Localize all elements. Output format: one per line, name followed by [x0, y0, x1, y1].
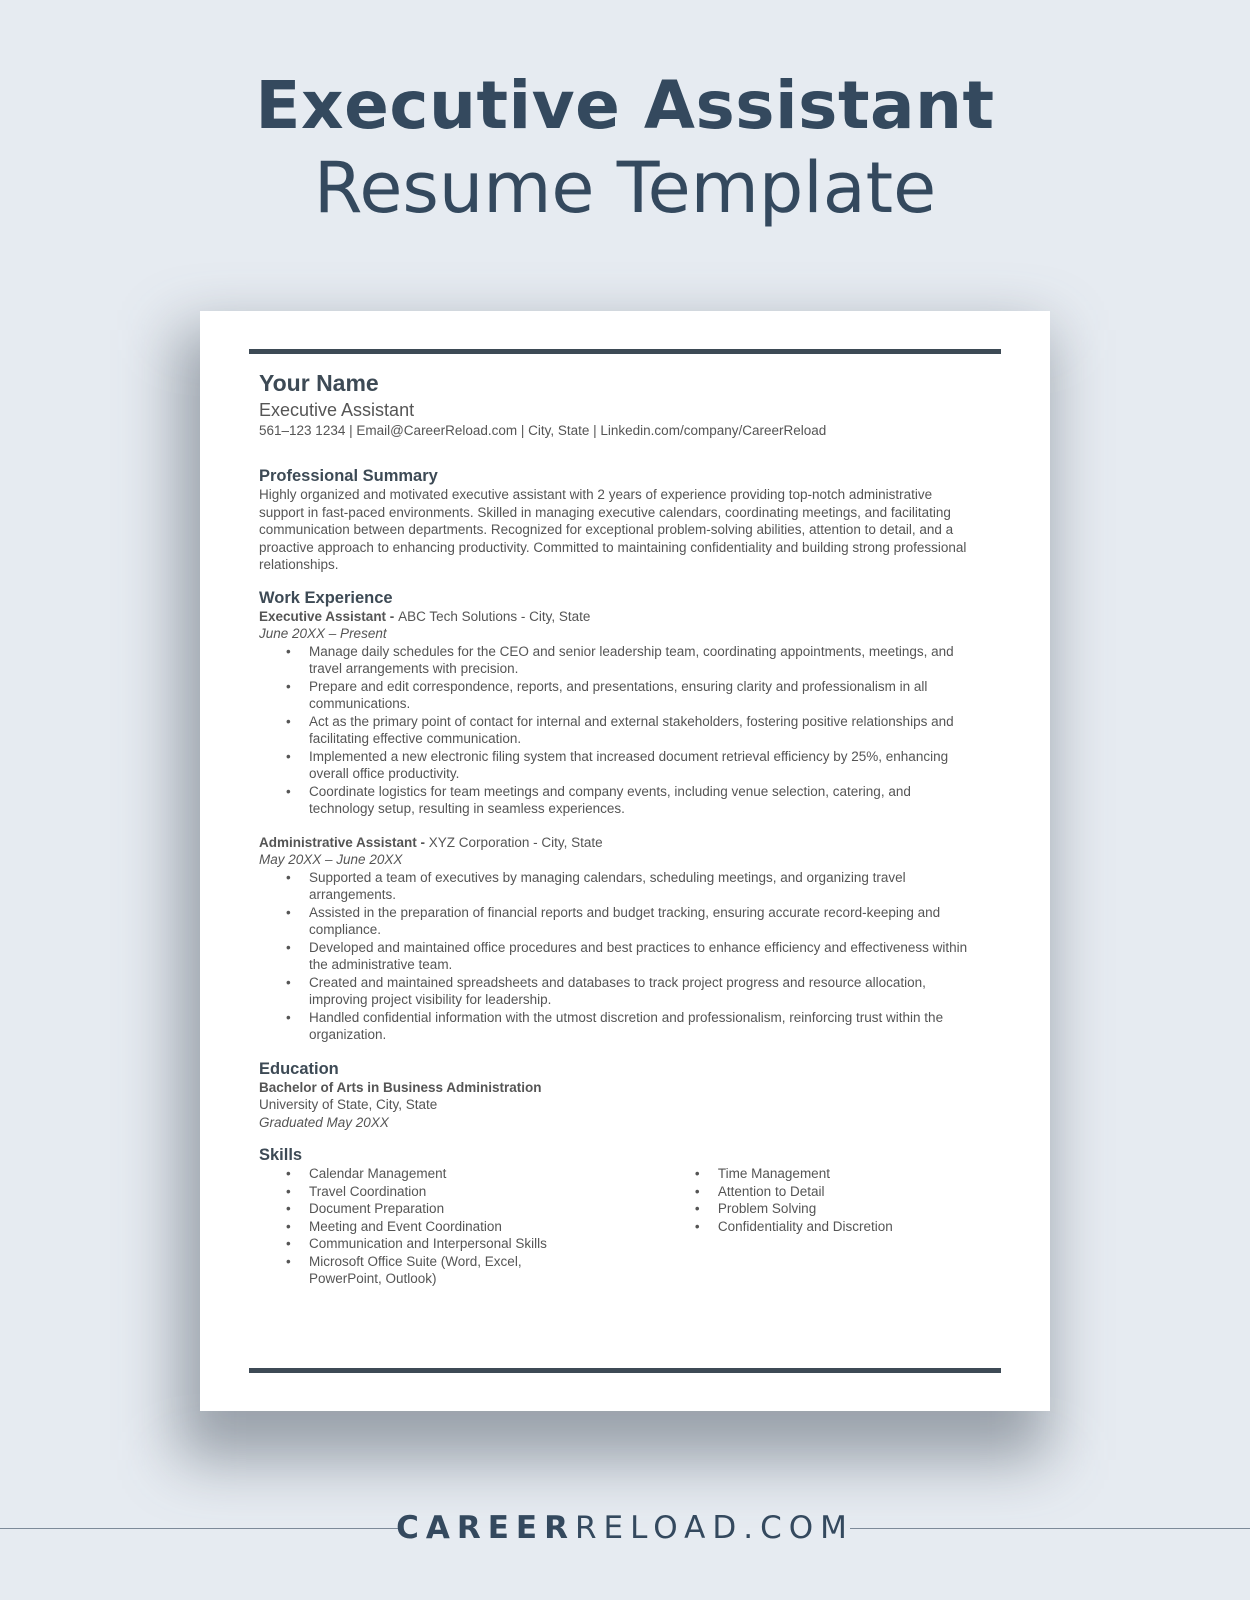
- skill-label: Time Management: [717, 1166, 830, 1181]
- bullet-dot: •: [286, 643, 291, 659]
- job-bullet: [286, 974, 994, 1009]
- skill-item: [694, 1165, 994, 1183]
- skill-label: Microsoft Office Suite (Word, Excel,: [309, 1253, 522, 1269]
- skill-item: [286, 1235, 668, 1253]
- bullet-line: Developed and maintained office procedures and best practices to enhance efficiency and effectiveness within: [309, 939, 968, 955]
- skill-item: [694, 1183, 994, 1201]
- skill-label: PowerPoint, Outlook): [309, 1271, 437, 1286]
- bullet-dot: •: [286, 713, 291, 729]
- resume-name: Your Name: [259, 370, 379, 396]
- bullet-dot: •: [286, 869, 291, 885]
- bullet-line: overall office productivity.: [309, 766, 460, 781]
- bullet-line: Coordinate logistics for team meetings and company events, including venue selection, catering, and: [309, 783, 911, 799]
- bullet-line: compliance.: [309, 922, 382, 937]
- job-bullet: [286, 713, 994, 748]
- bullet-line: Assisted in the preparation of financial reports and budget tracking, ensuring accurate record-keeping and: [309, 904, 941, 920]
- job-bullet: [286, 748, 994, 783]
- bullet-dot: •: [286, 678, 291, 694]
- bullet-line: facilitating effective communication.: [309, 731, 522, 746]
- job-bullet: [286, 678, 994, 713]
- bullet-dot: •: [286, 783, 291, 799]
- bullet-dot: •: [286, 1183, 291, 1199]
- skill-label: Meeting and Event Coordination: [309, 1218, 502, 1234]
- bullet-line: the administrative team.: [309, 957, 453, 972]
- skill-item: [286, 1165, 668, 1183]
- bullet-dot: •: [286, 1166, 291, 1181]
- education-heading: Education: [259, 1059, 339, 1078]
- contact-line: 561–123 1234 | Email@CareerReload.com | City, State | Linkedin.com/company/CareerReload: [259, 423, 827, 438]
- skill-label: Confidentiality and Discretion: [717, 1218, 893, 1234]
- bullet-dot: •: [286, 904, 291, 920]
- bullet-line: Implemented a new electronic filing system that increased document retrieval efficiency by 25%, enhancing: [309, 748, 949, 764]
- bullet-dot: •: [286, 1009, 291, 1025]
- job-company: ABC Tech Solutions - City, State: [398, 608, 591, 624]
- resume-job-title: Executive Assistant: [259, 400, 415, 420]
- summary-line: support in fast-paced environments. Skilled in managing executive calendars, coordinating meetings, and facilitating: [259, 504, 951, 520]
- footer-brand: [0, 1510, 1250, 1546]
- job-bullet: [286, 643, 994, 678]
- bullet-dot: •: [694, 1201, 700, 1216]
- resume-content: [259, 369, 994, 1288]
- hero-subtitle: Resume Template: [313, 147, 937, 229]
- education-graduated: Graduated May 20XX: [259, 1114, 389, 1130]
- bullet-line: Supported a team of executives by managing calendars, scheduling meetings, and organizing travel: [309, 869, 906, 885]
- hero-title: Executive Assistant: [255, 67, 995, 144]
- bullet-dot: •: [694, 1183, 700, 1199]
- job-title: Administrative Assistant -: [259, 834, 429, 850]
- top-rule: [249, 349, 1001, 354]
- job-entry: [259, 834, 994, 1044]
- skill-label: Calendar Management: [309, 1166, 447, 1181]
- skills-heading: Skills: [259, 1146, 303, 1164]
- job-bullets: [286, 643, 994, 818]
- skill-item: [286, 1218, 668, 1236]
- work-heading: Work Experience: [259, 588, 393, 607]
- skills-column-right: [694, 1165, 994, 1288]
- bullet-line: arrangements.: [309, 887, 397, 902]
- bullet-line: Handled confidential information with the utmost discretion and professionalism, reinforcing trust within the: [309, 1009, 944, 1025]
- job-header: [259, 608, 994, 626]
- bottom-rule: [249, 1368, 1001, 1373]
- bullet-dot: •: [286, 748, 291, 764]
- bullet-dot: •: [286, 1218, 291, 1234]
- job-bullet: [286, 1009, 994, 1044]
- skills-columns: [259, 1165, 994, 1288]
- summary-line: communication between departments. Recognized for exceptional problem-solving abilities, attention to detail, and a: [259, 522, 954, 537]
- summary-line: relationships.: [259, 557, 339, 572]
- skill-item: [694, 1200, 994, 1218]
- bullet-line: travel arrangements with precision.: [309, 661, 519, 676]
- skill-label: Travel Coordination: [309, 1183, 427, 1199]
- job-title: Executive Assistant -: [259, 608, 399, 624]
- bullet-line: organization.: [309, 1027, 387, 1042]
- skill-label: Communication and Interpersonal Skills: [309, 1236, 547, 1251]
- skill-item: [286, 1183, 668, 1201]
- footer-brand-rest: RELOAD.COM: [574, 1510, 854, 1546]
- summary-line: Highly organized and motivated executive assistant with 2 years of experience providing top-notch administrative: [259, 487, 933, 502]
- bullet-line: Created and maintained spreadsheets and databases to track project progress and resource allocation,: [309, 974, 926, 990]
- bullet-line: improving project visibility for leadership.: [309, 992, 552, 1007]
- skill-item: [286, 1200, 668, 1218]
- bullet-line: communications.: [309, 696, 411, 711]
- skill-label: Problem Solving: [717, 1201, 817, 1216]
- footer-brand-strong: CAREER: [396, 1510, 575, 1546]
- bullet-dot: •: [286, 974, 291, 990]
- job-bullet: [286, 939, 994, 974]
- education-school: University of State, City, State: [259, 1097, 438, 1112]
- bullet-line: Act as the primary point of contact for internal and external stakeholders, fostering positive relationships and: [309, 713, 954, 729]
- job-dates: May 20XX – June 20XX: [259, 852, 403, 867]
- skills-column-left: [286, 1165, 668, 1288]
- skill-label: Document Preparation: [309, 1201, 445, 1216]
- job-bullet: [286, 783, 994, 818]
- job-company: XYZ Corporation - City, State: [428, 834, 603, 850]
- skill-label: Attention to Detail: [717, 1183, 825, 1199]
- job-bullet: [286, 869, 994, 904]
- bullet-line: technology setup, resulting in seamless experiences.: [309, 801, 625, 816]
- job-bullets: [286, 869, 994, 1044]
- summary-paragraph: [259, 486, 994, 574]
- job-dates: June 20XX – Present: [259, 626, 387, 641]
- resume-page: [200, 311, 1050, 1411]
- job-header: [259, 834, 994, 852]
- bullet-dot: •: [694, 1218, 700, 1234]
- job-bullet: [286, 904, 994, 939]
- skill-item: [286, 1253, 668, 1288]
- bullet-line: Prepare and edit correspondence, reports, and presentations, ensuring clarity and professionalism in all: [309, 678, 928, 694]
- bullet-dot: •: [286, 1236, 291, 1251]
- bullet-dot: •: [286, 1201, 291, 1216]
- bullet-line: Manage daily schedules for the CEO and senior leadership team, coordinating appointments, meetings, and: [309, 643, 954, 659]
- job-entry: [259, 608, 994, 818]
- bullet-dot: •: [286, 1253, 291, 1269]
- education-degree: Bachelor of Arts in Business Administration: [259, 1079, 542, 1095]
- bullet-dot: •: [286, 939, 291, 955]
- summary-heading: Professional Summary: [259, 467, 438, 485]
- skill-item: [694, 1218, 994, 1236]
- bullet-dot: •: [694, 1166, 700, 1181]
- summary-line: proactive approach to enhancing productivity. Committed to maintaining confidentiality and building strong professional: [259, 539, 967, 555]
